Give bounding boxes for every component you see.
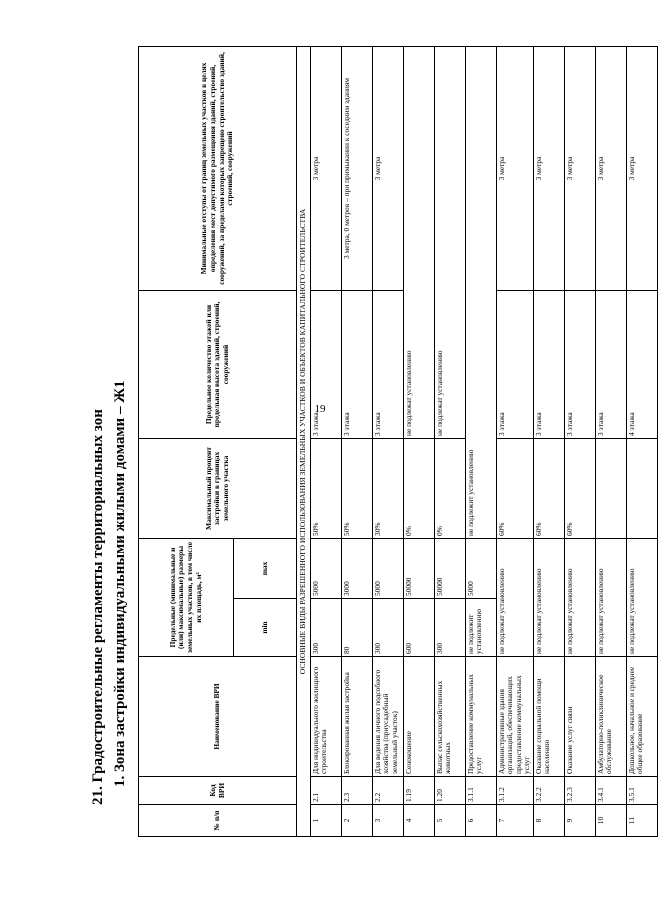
cell-percent: 50%: [310, 438, 341, 538]
cell-num: 4: [403, 805, 434, 837]
cell-floors-setback: не подлежат установлению: [403, 46, 434, 438]
cell-floors: 3 этажа: [496, 290, 533, 438]
cell-percent: 60%: [496, 438, 533, 538]
section-title: ОСНОВНЫЕ ВИДЫ РАЗРЕШЕННОГО ИСПОЛЬЗОВАНИЯ ЗЕМЕЛЬНЫХ УЧАСТКОВ И ОБЪЕКТОВ КАПИТАЛЬНОГО СТРОИТЕЛЬСТВА: [297, 46, 311, 836]
cell-percent-floors-setback: не подлежит установлению: [465, 46, 496, 538]
cell-code: 2.2: [372, 777, 403, 805]
header-num: № п/п: [139, 805, 297, 837]
table-row: [341, 46, 372, 836]
cell-name: Для индивидуального жилищного строительства: [310, 657, 341, 777]
header-setback: Минимальные отступы от границ земельных участков в целях определения мест допустимого размещения зданий, строений, сооружений, за пределами которых запрещено строительство зданий, строений, сооружений: [139, 46, 297, 290]
cell-setback: 3 метра: [533, 46, 564, 290]
cell-num: 9: [564, 805, 595, 837]
cell-percent: 50%: [341, 438, 372, 538]
cell-max: 3000: [341, 538, 372, 598]
cell-setback: 3 метра: [310, 46, 341, 290]
cell-name: Выпас сельскохозяйственных животных: [434, 657, 465, 777]
cell-code: 3.2.3: [564, 777, 595, 805]
header-percent: Максимальный процент застройки в границах земельного участка: [139, 438, 297, 538]
cell-min-max: не подлежат установлению: [595, 538, 626, 656]
cell-name: Блокированная жилая застройка: [341, 657, 372, 777]
cell-floors: 3 этажа: [533, 290, 564, 438]
cell-code: 1.19: [403, 777, 434, 805]
cell-num: 11: [626, 805, 657, 837]
header-floors: Предельное количество этажей или предельная высота зданий, строений, сооружений: [139, 290, 297, 438]
cell-min: 300: [372, 599, 403, 657]
cell-percent: [595, 438, 626, 538]
cell-name: Сенокошение: [403, 657, 434, 777]
zone-title: 1. Зона застройки индивидуальными жилыми домами – Ж1: [112, 380, 128, 787]
cell-name: Предоставление коммунальных услуг: [465, 657, 496, 777]
table-row: [310, 46, 341, 836]
cell-percent: 60%: [564, 438, 595, 538]
cell-code: 1.20: [434, 777, 465, 805]
cell-floors: 3 этажа: [595, 290, 626, 438]
cell-num: 1: [310, 805, 341, 837]
cell-percent: 30%: [372, 438, 403, 538]
cell-name: Для ведения личного подсобного хозяйства (приусадебный земельный участок): [372, 657, 403, 777]
cell-percent: 0%: [403, 438, 434, 538]
cell-max: 5000: [372, 538, 403, 598]
cell-min: 300: [434, 599, 465, 657]
cell-percent: 60%: [533, 438, 564, 538]
cell-num: 10: [595, 805, 626, 837]
table-row: [496, 46, 533, 836]
page-number: 19: [314, 403, 326, 415]
cell-setback: 3 метра, 0 метров – при примыкании к соседним зданиям: [341, 46, 372, 290]
table-row: [403, 46, 434, 836]
cell-code: 3.1.1: [465, 777, 496, 805]
cell-min-max: не подлежат установлению: [564, 538, 595, 656]
cell-num: 5: [434, 805, 465, 837]
cell-min-max: не подлежат установлению: [533, 538, 564, 656]
cell-num: 2: [341, 805, 372, 837]
cell-max: 50000: [403, 538, 434, 598]
cell-num: 3: [372, 805, 403, 837]
cell-min: не подлежит установлению: [465, 599, 496, 657]
cell-name: Амбулаторно-поликлиническое обслуживание: [595, 657, 626, 777]
cell-min: 80: [341, 599, 372, 657]
cell-setback: 3 метра: [496, 46, 533, 290]
header-min: min: [234, 599, 297, 657]
cell-name: Оказание услуг связи: [564, 657, 595, 777]
cell-max: 5000: [310, 538, 341, 598]
cell-min: 600: [403, 599, 434, 657]
cell-percent: [626, 438, 657, 538]
cell-code: 3.5.1: [626, 777, 657, 805]
cell-code: 3.1.2: [496, 777, 533, 805]
cell-num: 6: [465, 805, 496, 837]
table-row: [564, 46, 595, 836]
cell-code: 3.2.2: [533, 777, 564, 805]
table-row: [434, 46, 465, 836]
table-row: [372, 46, 403, 836]
cell-floors: 3 этажа: [341, 290, 372, 438]
cell-percent: 0%: [434, 438, 465, 538]
table-row: [465, 46, 496, 836]
regulations-table: [138, 46, 658, 837]
cell-min-max: не подлежат установлению: [496, 538, 533, 656]
cell-code: 2.3: [341, 777, 372, 805]
cell-min: 300: [310, 599, 341, 657]
cell-name: Дошкольное, начальное и среднее общее образование: [626, 657, 657, 777]
cell-setback: 3 метра: [626, 46, 657, 290]
cell-floors-setback: не подлежат установлению: [434, 46, 465, 438]
cell-min-max: не подлежат установлению: [626, 538, 657, 656]
table-row: [595, 46, 626, 836]
cell-code: 3.4.1: [595, 777, 626, 805]
cell-name: Оказание социальной помощи населению: [533, 657, 564, 777]
cell-floors: 4 этажа: [626, 290, 657, 438]
cell-setback: 3 метра: [564, 46, 595, 290]
cell-floors: 3 этажа: [310, 290, 341, 438]
cell-num: 7: [496, 805, 533, 837]
cell-setback: 3 метра: [372, 46, 403, 290]
cell-setback: 3 метра: [595, 46, 626, 290]
header-name: Наименование ВРИ: [139, 657, 297, 777]
cell-code: 2.1: [310, 777, 341, 805]
cell-max: 50000: [434, 538, 465, 598]
cell-floors: 3 этажа: [564, 290, 595, 438]
document-title: 21. Градостроительные регламенты территориальных зон: [90, 409, 106, 805]
cell-floors: 3 этажа: [372, 290, 403, 438]
table-row: [626, 46, 657, 836]
header-sizes: Предельные (минимальные и (или) максимальные) размеры земельных участков, в том числе их площадь, м²: [139, 538, 234, 656]
cell-max: 5000: [465, 538, 496, 598]
table-row: [533, 46, 564, 836]
header-max: max: [234, 538, 297, 598]
header-code: Код ВРИ: [139, 777, 297, 805]
cell-name: Административные здания организаций, обеспечивающих предоставление коммунальных услуг: [496, 657, 533, 777]
cell-num: 8: [533, 805, 564, 837]
